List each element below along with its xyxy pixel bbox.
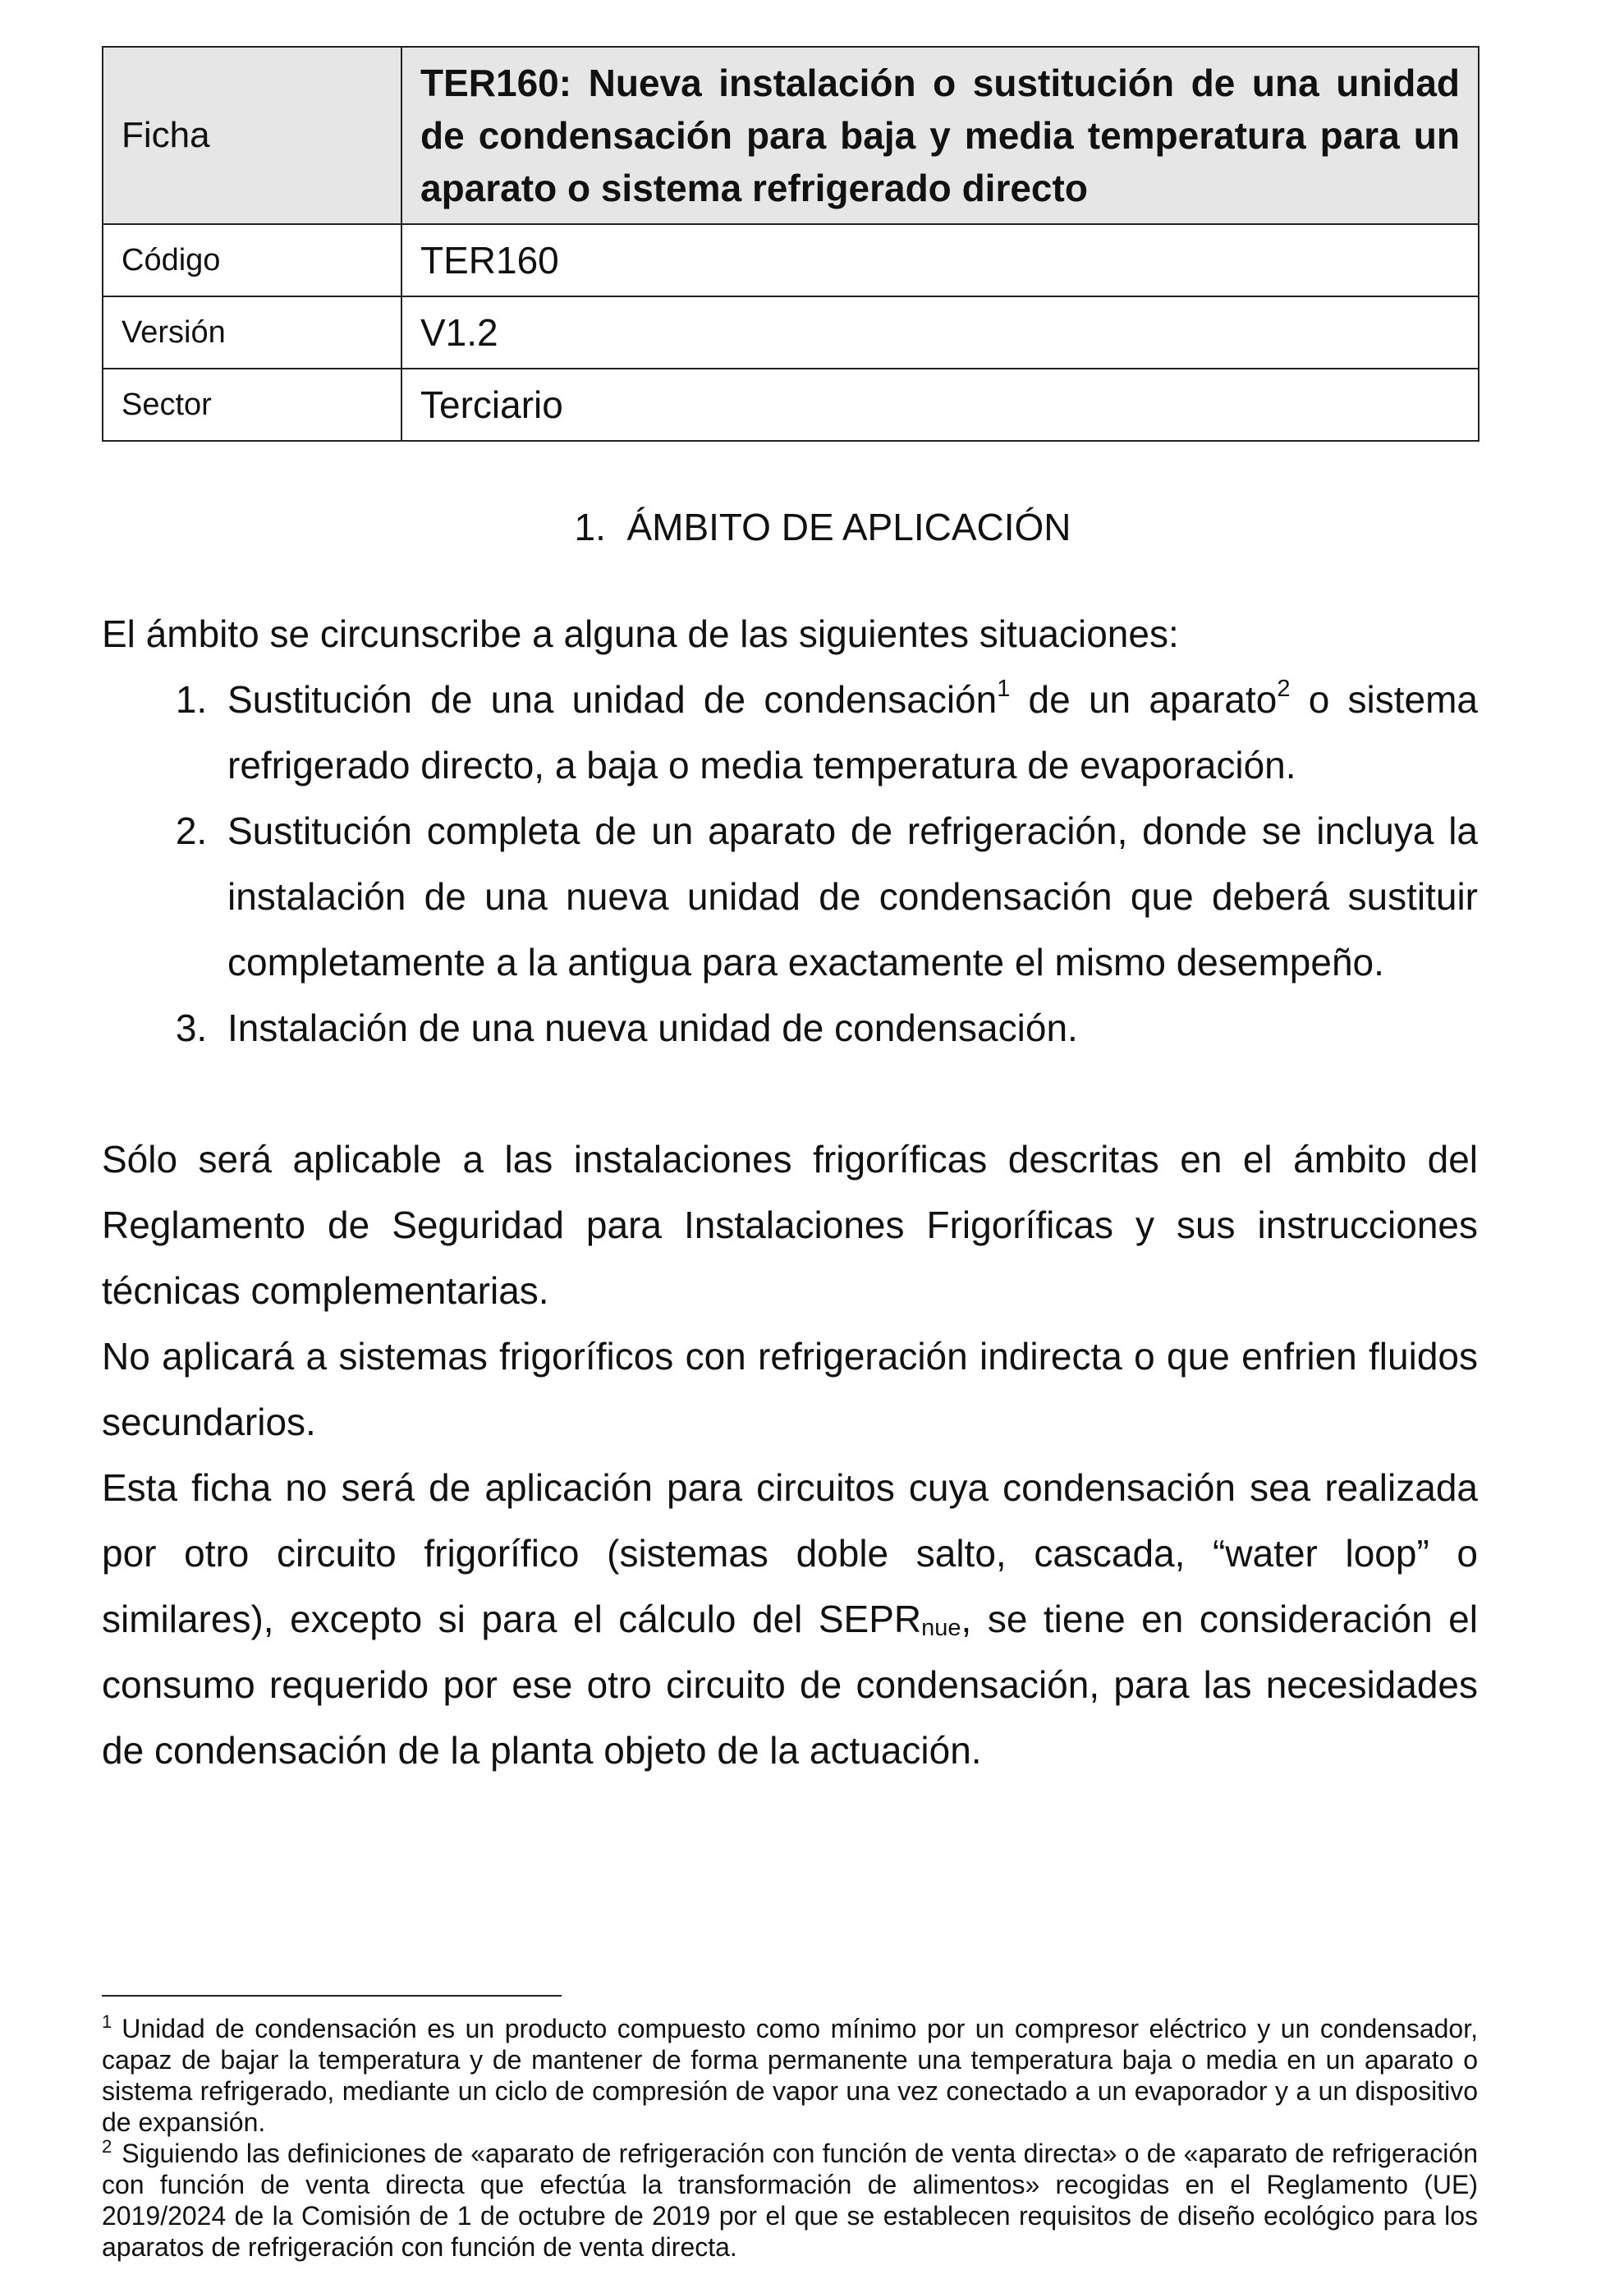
- table-row-version: [103, 296, 1479, 369]
- list-item-text: de un aparato: [1010, 678, 1278, 721]
- codigo-value: TER160: [401, 224, 1479, 296]
- footnote-2: [102, 2138, 1478, 2263]
- footnote-ref-2[interactable]: 2: [1277, 676, 1291, 702]
- paragraph-text: , se tiene en consideración el consumo requerido por ese otro circuito de condensación, para las necesidades de condensación de la planta objeto de la actuación.: [102, 1598, 1478, 1772]
- list-item-text: Sustitución completa de un aparato de refrigeración, donde se incluya la instalación de una nueva unidad de condensación que deberá sustituir completamente a la antigua para exactamente el mismo desempeño.: [227, 809, 1478, 984]
- footnote-mark-2: 2: [102, 2136, 112, 2157]
- footnote-text: Siguiendo las definiciones de «aparato de refrigeración con función de venta directa» o de «aparato de refrigeración con función de venta directa que efectúa la transformación de alimentos» recogidas en el Reglamento (UE) 2019/2024 de la Comisión de 1 de octubre de 2019 por el que se establecen requisitos de diseño ecológico para los aparatos de refrigeración con función de venta directa.: [102, 2139, 1478, 2262]
- sector-label: Sector: [103, 369, 401, 441]
- paragraph-cascade: [102, 1455, 1478, 1783]
- footnotes: [102, 1995, 1478, 2263]
- footnote-1: [102, 2013, 1478, 2138]
- ficha-label: Ficha: [103, 47, 401, 224]
- section-number: 1.: [574, 506, 606, 548]
- intro-paragraph: El ámbito se circunscribe a alguna de las siguientes situaciones:: [102, 612, 1179, 655]
- paragraph-text: Esta ficha no será de aplicación para circuitos cuya condensación sea realizada por otro circuito frigorífico (sistemas doble salto, cascada, “water loop” o similares), excepto si para el cálculo del SEPR: [102, 1466, 1478, 1640]
- list-item-text: o sistema refrigerado directo, a baja o media temperatura de evaporación.: [227, 678, 1478, 786]
- table-row-ficha: [103, 47, 1479, 224]
- sector-value: Terciario: [401, 369, 1479, 441]
- table-row-codigo: [103, 224, 1479, 296]
- footnote-text: Unidad de condensación es un producto compuesto como mínimo por un compresor eléctrico y un condensador, capaz de bajar la temperatura y de mantener de forma permanente una temperatura baja o media en un aparato o sistema refrigerado, mediante un ciclo de compresión de vapor una vez conectado a un evaporador y a un dispositivo de expansión.: [102, 2014, 1478, 2137]
- document-page: [102, 46, 1478, 1783]
- codigo-label: Código: [103, 224, 401, 296]
- table-row-sector: [103, 369, 1479, 441]
- ficha-title-cell: [401, 47, 1479, 224]
- list-item: [218, 798, 1478, 995]
- section-title: ÁMBITO DE APLICACIÓN: [626, 506, 1071, 548]
- scope-paragraphs: [102, 1126, 1478, 1783]
- sepr-subscript: nue: [921, 1615, 961, 1641]
- ficha-table: [102, 46, 1479, 442]
- version-value: V1.2: [401, 296, 1479, 369]
- list-item: [218, 995, 1478, 1061]
- ficha-title: TER160: Nueva instalación o sustitución de una unidad de condensación para baja y media temperatura para un aparato o sistema refrigerado directo: [420, 62, 1460, 209]
- list-item: [218, 667, 1478, 798]
- footnote-divider: [102, 1995, 562, 1997]
- paragraph-exclusion: No aplicará a sistemas frigoríficos con refrigeración indirecta o que enfrien fluidos secundarios.: [102, 1335, 1478, 1443]
- footnote-ref-1[interactable]: 1: [997, 676, 1011, 702]
- list-item-text: Sustitución de una unidad de condensación: [227, 678, 998, 721]
- version-label: Versión: [103, 296, 401, 369]
- list-item-text: Instalación de una nueva unidad de condensación.: [227, 1007, 1078, 1049]
- scope-list: [102, 667, 1478, 1061]
- footnote-mark-1: 1: [102, 2011, 112, 2032]
- section-heading: [102, 504, 1478, 550]
- paragraph-applicability: Sólo será aplicable a las instalaciones frigoríficas descritas en el ámbito del Reglamento de Seguridad para Instalaciones Frigoríficas y sus instrucciones técnicas complementarias.: [102, 1138, 1478, 1312]
